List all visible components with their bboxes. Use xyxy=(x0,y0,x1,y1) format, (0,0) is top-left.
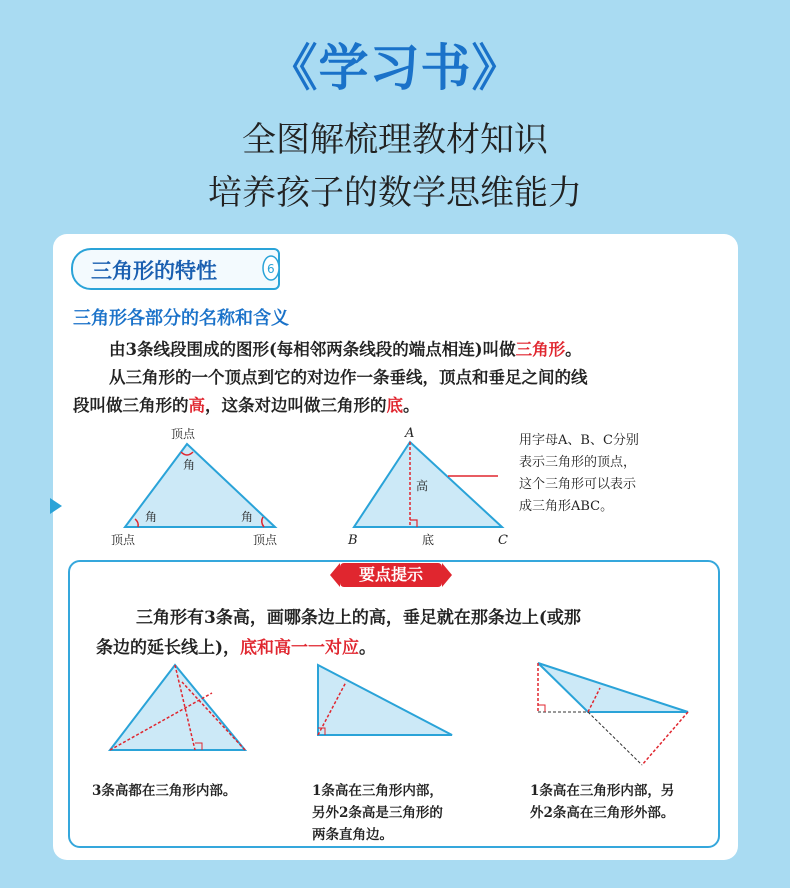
paragraph-height: 从三角形的一个顶点到它的对边作一条垂线，顶点和垂足之间的线 xyxy=(109,368,588,387)
tips-text: 三角形有3条高，画哪条边上的高，垂足就在那条边上(或那 xyxy=(136,608,581,628)
term-triangle: 三角形 xyxy=(515,340,566,359)
label-angle-right: 角 xyxy=(241,510,254,524)
tips-text-cont: 条边的延长线上)，底和高一一对应。 xyxy=(96,638,377,658)
section-title: 三角形各部分的名称和含义 xyxy=(73,308,289,329)
label-c: C xyxy=(498,533,508,548)
section-tab xyxy=(71,248,280,290)
paragraph-height-cont: 段叫做三角形的高，这条对边叫做三角形的底。 xyxy=(73,396,420,415)
figure-right-triangle xyxy=(310,660,460,760)
caption-right: 1条高在三角形内部， 另外2条高是三角形的 两条直角边。 xyxy=(312,783,443,843)
label-vertex-right: 顶点 xyxy=(253,533,278,547)
figure-acute-triangle xyxy=(100,660,250,760)
section-tab-label: 三角形的特性 xyxy=(91,258,217,283)
term-correspondence: 底和高一一对应 xyxy=(240,638,360,658)
side-marker-icon xyxy=(50,498,62,514)
caption-obtuse: 1条高在三角形内部，另 外2条高在三角形外部。 xyxy=(530,783,675,821)
label-base: 底 xyxy=(422,533,435,547)
subtitle-line-1: 全图解梳理教材知识 xyxy=(242,120,548,160)
subtitle-line-2: 培养孩子的数学思维能力 xyxy=(208,173,582,213)
section-tab-number: 6 xyxy=(267,262,275,276)
term-base: 底 xyxy=(386,396,403,415)
note-text: 用字母A、B、C分别 表示三角形的顶点， 这个三角形可以表示 成三角形ABC。 xyxy=(519,433,639,514)
label-angle-left: 角 xyxy=(145,510,158,524)
label-angle-top: 角 xyxy=(183,458,196,472)
label-height: 高 xyxy=(416,479,429,493)
figure-obtuse-triangle xyxy=(530,660,695,775)
book-title: 《学习书》 xyxy=(267,39,523,97)
term-height: 高 xyxy=(188,396,205,415)
scroll-curl-icon xyxy=(260,254,282,282)
label-a: A xyxy=(405,426,415,441)
figure-triangle-parts xyxy=(103,424,303,549)
paragraph-definition: 由3条线段围成的图形(每相邻两条线段的端点相连)叫做三角形。 xyxy=(109,340,582,359)
caption-acute: 3条高都在三角形内部。 xyxy=(92,783,237,799)
label-vertex-left: 顶点 xyxy=(111,533,136,547)
figure-triangle-abc xyxy=(338,424,528,549)
label-b: B xyxy=(348,533,358,548)
tips-badge: 要点提示 xyxy=(340,563,442,587)
label-vertex-top: 顶点 xyxy=(171,427,196,441)
